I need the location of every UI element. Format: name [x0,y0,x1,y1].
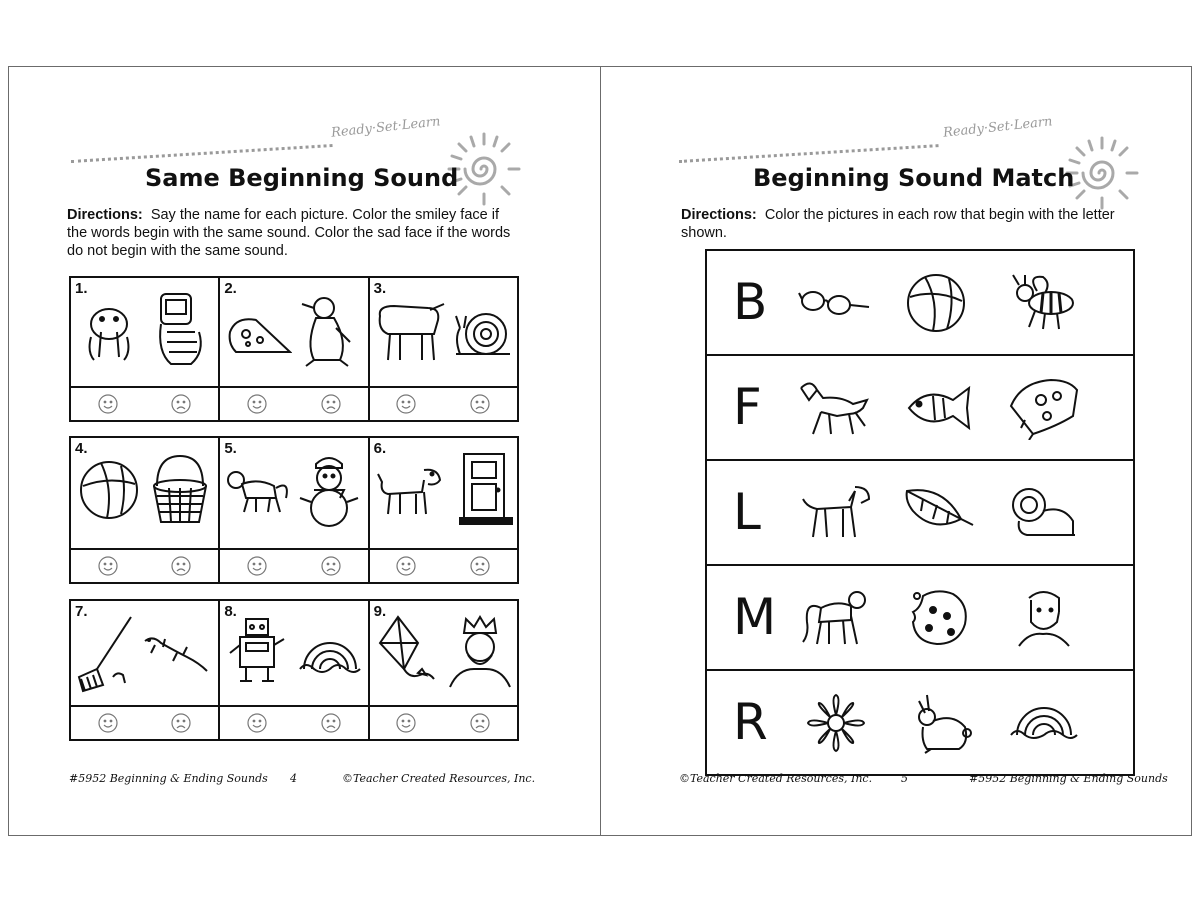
rabbit-icon [903,691,977,755]
row-letter: R [733,693,768,751]
item-number: 8. [224,603,237,620]
answer-faces [220,705,367,739]
item-number: 9. [373,603,387,620]
item-8 [220,601,369,739]
ball-icon [899,271,973,335]
sad-face-icon[interactable] [320,712,342,734]
rainbow-icon [298,631,362,677]
left-page [9,66,600,836]
answer-faces [370,705,517,739]
item-2 [220,278,369,420]
smiley-face-icon[interactable] [97,555,119,577]
match-row-f [707,356,1133,461]
lizard-icon [141,631,211,677]
cookie-icon [903,586,977,650]
sad-face-icon[interactable] [170,393,192,415]
right-page [601,66,1190,836]
ball-icon [77,458,141,522]
sad-face-icon[interactable] [320,393,342,415]
pizza-icon [1007,376,1081,440]
directions-text: Color the pictures in each row that begin with the letter shown. [681,207,1115,241]
item-number: 2. [224,280,237,297]
sad-face-icon[interactable] [469,393,491,415]
rake-icon [73,613,137,693]
watch-icon [147,292,207,368]
letter-match-table [705,249,1135,776]
leaf-icon [903,481,977,545]
match-row-r [707,671,1133,774]
item-7 [71,601,220,739]
page-number: 4 [290,772,297,785]
snail-icon [450,308,514,360]
smiley-face-icon[interactable] [246,555,268,577]
glasses-icon [797,271,871,335]
fox-icon [797,376,871,440]
item-1 [71,278,220,420]
flower-icon [799,691,873,755]
fish-icon [903,376,977,440]
dotted-line [71,144,333,163]
item-number: 3. [373,280,387,297]
answer-faces [220,548,367,582]
sad-face-icon[interactable] [320,555,342,577]
penguin-icon [296,294,356,368]
sheep-icon [374,300,446,364]
pizza-icon [226,312,292,360]
brand-label: Ready·Set·Learn [330,114,442,141]
item-number: 6. [373,440,387,457]
match-row-l [707,461,1133,566]
row-letter: L [733,483,761,541]
answer-faces [71,386,218,420]
item-9 [370,601,517,739]
smiley-face-icon[interactable] [395,555,417,577]
monkey-icon [224,468,292,516]
match-row-b [707,251,1133,356]
page-number: 5 [901,772,908,785]
page-title: Beginning Sound Match [753,164,1075,192]
directions [681,206,1151,242]
kite-icon [374,613,440,693]
row-letter: F [733,378,762,436]
sad-face-icon[interactable] [170,555,192,577]
smiley-face-icon[interactable] [395,712,417,734]
robot-icon [226,615,290,687]
item-number: 7. [75,603,88,620]
rainbow-icon [1007,691,1081,755]
item-number: 5. [224,440,237,457]
king-icon [444,615,514,691]
brand-label: Ready·Set·Learn [942,114,1054,141]
directions-label: Directions: [67,207,143,223]
footer-right: #5952 Beginning & Ending Sounds [969,772,1168,785]
item-5 [220,438,369,582]
directions-label: Directions: [681,207,757,223]
answer-faces [71,705,218,739]
smiley-face-icon[interactable] [246,712,268,734]
monkey-icon [799,586,873,650]
smiley-face-icon[interactable] [246,393,268,415]
man-icon [1007,586,1081,650]
walrus-icon [79,302,141,364]
answer-faces [220,386,367,420]
bee-icon [1007,271,1081,335]
exercise-row-2 [69,436,519,584]
smiley-face-icon[interactable] [97,712,119,734]
item-6 [370,438,517,582]
item-4 [71,438,220,582]
exercise-row-3 [69,599,519,741]
dog-icon [376,464,446,520]
directions-text: Say the name for each picture. Color the smiley face if the words begin with the same sound. Color the sad face if the words do not begin with the same sound. [67,207,511,259]
sad-face-icon[interactable] [469,712,491,734]
row-letter: B [733,273,768,331]
smiley-face-icon[interactable] [97,393,119,415]
page-title: Same Beginning Sound [145,164,459,192]
footer-right: ©Teacher Created Resources, Inc. [342,772,536,785]
door-icon [458,452,514,528]
match-row-m [707,566,1133,671]
exercise-row-1 [69,276,519,422]
item-number: 1. [75,280,88,297]
sad-face-icon[interactable] [469,555,491,577]
lion-icon [1007,481,1081,545]
footer-left: ©Teacher Created Resources, Inc. [679,772,873,785]
answer-faces [71,548,218,582]
directions [67,206,517,260]
footer-left: #5952 Beginning & Ending Sounds [69,772,268,785]
smiley-face-icon[interactable] [395,393,417,415]
dog-icon [799,481,873,545]
sad-face-icon[interactable] [170,712,192,734]
basket-icon [149,452,211,528]
item-number: 4. [75,440,88,457]
snowman-icon [296,452,362,528]
item-3 [370,278,517,420]
answer-faces [370,548,517,582]
answer-faces [370,386,517,420]
row-letter: M [733,588,777,646]
dotted-line [679,144,939,163]
